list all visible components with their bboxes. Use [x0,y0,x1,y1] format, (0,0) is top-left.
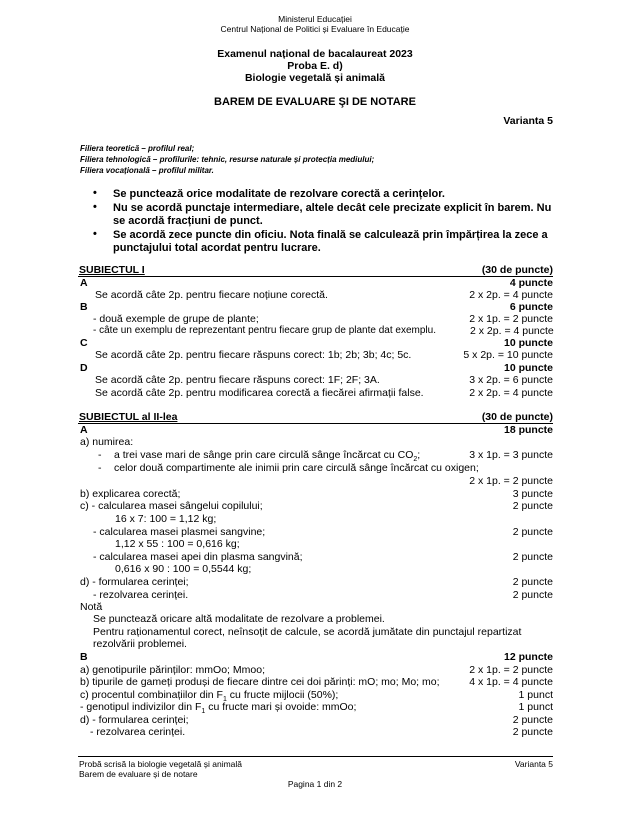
s1-title: SUBIECTUL I [79,264,145,276]
nota-line1: Se punctează oricare altă modalitate de rezolvare a problemei. [93,613,385,625]
s1-a-points: 4 puncte [509,277,553,289]
s2-a-a2: celor două compartimente ale inimii prin care circulă sânge încărcat cu oxigen; [114,462,479,474]
s2-b-genotip: - genotipul indivizilor din $F_1$ cu fructe mari și ovoide: mmOo; [80,701,357,716]
footer-left-line1: Probă scrisă la biologie vegetală și animală [79,759,243,769]
nota-line3: rezolvării problemei. [93,638,187,650]
rule-3: Se acordă zece puncte din oficiu. Nota finală se calculează prin împărțirea la zece a punctajului total acordat pentru lucrare. [113,229,548,254]
s2-b-d1: d) - formularea cerinței; [80,714,189,726]
s2-a-c3: 1,12 x 55 : 100 = 0,616 kg; [115,538,240,550]
dash-icon: - [98,462,102,474]
nota-heading: Notă [80,601,103,613]
s2-a-c4-points: 2 puncte [512,551,553,563]
s2-b-c-points: 1 punct [518,689,553,701]
center-header: Centrul Național de Politici și Evaluare în Educație [220,24,410,34]
s2-a-b-points: 3 puncte [512,488,553,500]
s1-c-label: C [80,337,88,349]
s1-d-line1: Se acordă câte 2p. pentru fiecare răspuns corect: 1F; 2F; 3A. [95,374,380,386]
filiera-vocationala: Filiera vocațională – profilul militar. [80,166,214,175]
bullet-icon: • [93,228,97,240]
filiera-tehnologica: Filiera tehnologică – profilurile: tehnic, resurse naturale și protecția mediului; [80,155,375,164]
s2-b-points: 12 puncte [503,651,553,663]
s1-d-line1-points: 3 x 2p. = 6 puncte [469,374,553,386]
s1-c-line-points: 5 x 2p. = 10 puncte [463,349,553,361]
s1-b-label: B [80,301,88,313]
rule-2: Nu se acordă punctaje intermediare, altele decât cele precizate explicit în barem. Nu se acordă fracțiuni de punct. [113,202,552,227]
s2-b-a: a) genotipurile părinților: mmOo; Mmoo; [80,664,265,676]
page-number: Pagina 1 din 2 [287,779,343,789]
s2-a-c-points: 2 puncte [512,500,553,512]
s2-b-d1-points: 2 puncte [512,714,553,726]
bullet-icon: • [93,187,97,199]
subject-title: Biologie vegetală și animală [244,72,386,84]
s2-a-a1: a trei vase mari de sânge prin care circulă sânge încărcat cu $CO_2$; [114,449,421,464]
s2-a-a1-points: 3 x 1p. = 3 puncte [469,449,553,461]
s1-d-line2-points: 2 x 2p. = 4 puncte [469,387,553,399]
s1-d-line2: Se acordă câte 2p. pentru modificarea corectă a fiecărei afirmații false. [95,387,424,399]
s2-a-d1-points: 2 puncte [512,576,553,588]
filiera-teoretica: Filiera teoretică – profilul real; [80,144,195,153]
s1-d-points: 10 puncte [503,362,553,374]
s1-d-label: D [80,362,88,374]
s2-a-c2-points: 2 puncte [512,526,553,538]
s2-a-d2-points: 2 puncte [512,589,553,601]
ministry-header: Ministerul Educației [278,14,352,24]
s1-b-line1: - două exemple de grupe de plante; [93,313,259,325]
s2-a-points: 18 puncte [503,424,553,436]
bullet-icon: • [93,201,97,213]
s2-a-c1: 16 x 7: 100 = 1,12 kg; [115,513,217,525]
footer-varianta: Varianta 5 [514,759,553,769]
dash-icon: - [98,449,102,461]
nota-line2: Pentru raționamentul corect, neînsoțit de calcule, se acordă jumătate din punctajul repartizat [93,626,522,638]
s2-b-b-points: 4 x 1p. = 4 puncte [469,676,553,688]
s2-a-d2: - rezolvarea cerinței. [93,589,189,601]
s2-a-c4: - calcularea masei apei din plasma sangvină; [93,551,303,563]
s2-b-b: b) tipurile de gameți produși de fiecare dintre cei doi părinți: mO; mo; Mo; mo; [80,676,440,688]
s2-b-d2-points: 2 puncte [512,726,553,738]
proba-title: Proba E. d) [287,60,343,72]
s1-a-line: Se acordă câte 2p. pentru fiecare noțiune corectă. [95,289,328,301]
s1-c-points: 10 puncte [503,337,553,349]
rule-1: Se punctează orice modalitate de rezolvare corectă a cerințelor. [113,188,445,200]
exam-title: Examenul național de bacalaureat 2023 [217,48,413,60]
barem-title: BAREM DE EVALUARE ŞI DE NOTARE [214,96,416,108]
varianta-label: Varianta 5 [503,115,553,127]
s2-a-a2-points: 2 x 1p. = 2 puncte [469,475,553,487]
s1-b-line1-points: 2 x 1p. = 2 puncte [469,313,553,325]
footer-left-line2: Barem de evaluare și de notare [79,769,198,779]
s1-b-line2: - câte un exemplu de reprezentant pentru fiecare grup de plante dat exemplu. [93,325,436,336]
s2-a-label: A [80,424,88,436]
footer-divider [78,756,553,757]
s1-b-line2-points: 2 x 2p. = 4 puncte [470,325,554,337]
s2-a-c5: 0,616 x 90 : 100 = 0,5544 kg; [115,563,252,575]
s2-a-c2: - calcularea masei plasmei sangvine; [93,526,266,538]
s2-a-d1: d) - formularea cerinței; [80,576,189,588]
s2-b-a-points: 2 x 1p. = 2 puncte [469,664,553,676]
s1-c-line: Se acordă câte 2p. pentru fiecare răspuns corect: 1b; 2b; 3b; 4c; 5c. [95,349,412,361]
s2-b-genotip-points: 1 punct [518,701,553,713]
s2-b-c: c) procentul combinațiilor din $F_1$ cu fructe mijlocii (50%); [80,689,339,704]
s2-b-label: B [80,651,88,663]
s2-a-b: b) explicarea corectă; [80,488,181,500]
s1-b-points: 6 puncte [509,301,553,313]
s2-a-c: c) - calcularea masei sângelui copilului; [80,500,263,512]
s1-a-label: A [80,277,88,289]
s2-b-d2: - rezolvarea cerinței. [90,726,186,738]
s1-a-line-points: 2 x 2p. = 4 puncte [469,289,553,301]
s2-points: (30 de puncte) [481,411,553,423]
s1-points: (30 de puncte) [481,264,553,276]
s2-a-a: a) numirea: [80,436,134,448]
s2-title: SUBIECTUL al II-lea [79,411,178,423]
